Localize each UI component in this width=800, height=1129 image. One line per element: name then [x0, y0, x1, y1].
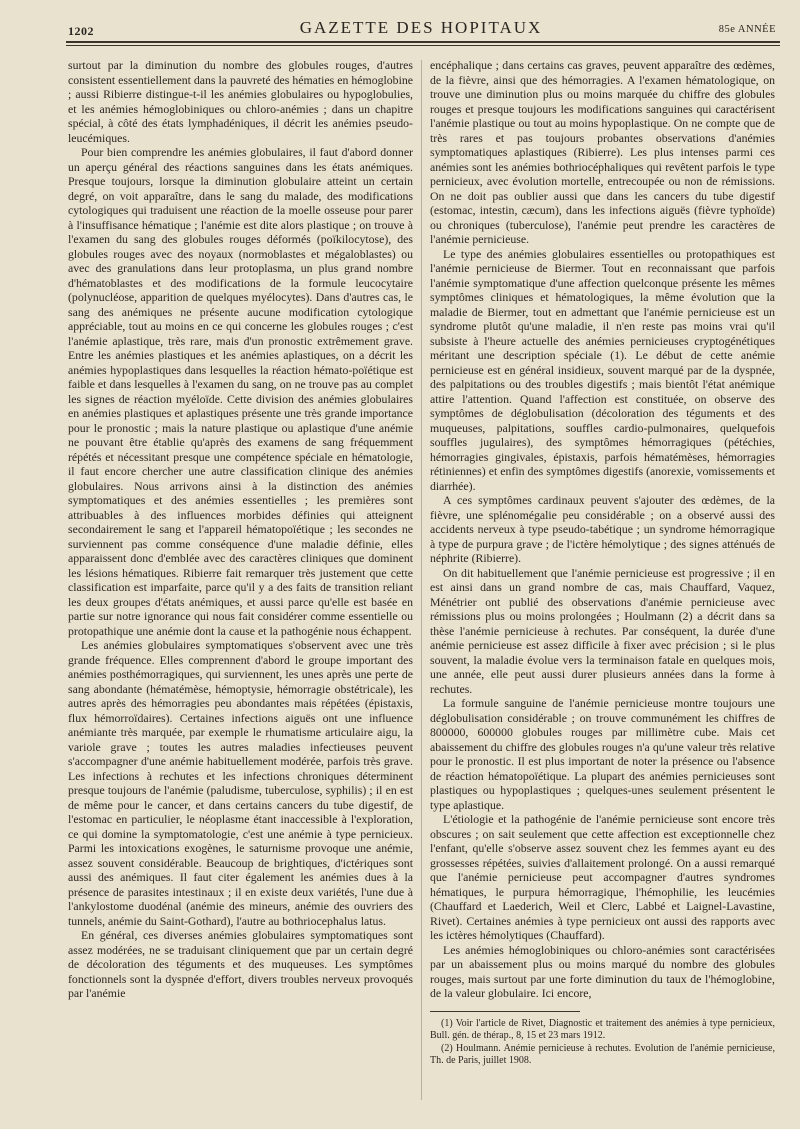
right-column: [430, 58, 775, 1118]
year-label: 85e ANNÉE: [718, 24, 776, 35]
paragraph: Les anémies globulaires symptomatiques s'observent avec une très grande fréquence. Elles comprennent d'abord le groupe important des anémies posthémorragiques, qui surviennent, les unes après une perte de sang abondante (hématémèse, hémoptysie, hémorragie obstétricale), les autres après des hémorragies peu abondantes mais répétées (épistaxis, flux hémorroïdaires). Certaines infections aiguës ont une influence anémiante très marquée, par exemple le rhumatisme articulaire aigu, la variole grave ; toutes les autres maladies infectieuses peuvent s'accompagner d'une anémie habituellement modérée, parfois très grave. Les infections à rechutes et les infections chroniques déterminent presque toujours de l'anémie (paludisme, tuberculose, syphilis) ; il en est de même pour le cancer, et dans certains cancers du tube digestif, de l'estomac en particulier, le néoplasme étant inaccessible à l'exploration, ce qui domine la symptomatologie, c'est une anémie à type pernicieux. Parmi les intoxications exogènes, le saturnisme provoque une anémie, assez souvent considérable. Beaucoup de brightiques, d'ictériques sont aussi des anémiques. Il faut citer également les anémies dues à la présence de parasites intestinaux ; il en existe deux variétés, l'une due à l'ankylostome duodénal (anémie des mineurs, anémie des ouvriers des tunnels, anémie du Saint-Gothard), l'autre au bothriocephalus latus.: [68, 638, 413, 928]
paragraph: L'étiologie et la pathogénie de l'anémie pernicieuse sont encore très obscures ; on sait seulement que cette affection est exceptionnelle chez l'enfant, qu'elle s'observe assez souvent chez les femmes ayant eu des grossesses répétées, suivies d'allaitement prolongé. On a aussi remarqué que l'anémie pernicieuse peut accompagner d'autres syndromes hématiques, le purpura hémorragique, l'hémophilie, les leucémies (Chauffard et Laederich, Weil et Clerc, Labbé et Laignel-Lavastine, Rivet). Certaines anémies à type pernicieux ont aussi des rapports avec les ictères hémolytiques (Chauffard).: [430, 812, 775, 942]
footnote-rule: [430, 1011, 580, 1012]
column-divider: [421, 60, 422, 1100]
left-column: [68, 58, 413, 1118]
paragraph: La formule sanguine de l'anémie pernicieuse montre toujours une déglobulisation considérable ; on trouve communément les chiffres de 800000, 600000 globules rouges par millimètre cube. Mais cet abaissement du chiffre des globules rouges n'a qu'une valeur très relative pour le pronostic. Il est plus important de noter la présence ou l'absence de réaction hématopoïétique. La plupart des anémies pernicieuses sont plastiques ou hypoplastiques ; quelques-unes seulement présentent le type aplastique.: [430, 696, 775, 812]
paragraph: encéphalique ; dans certains cas graves, peuvent apparaître des œdèmes, de la fièvre, ainsi que des hémorragies. A l'examen hématologique, on trouve une diminution plus ou moins marquée du chiffre des globules rouges et presque toujours les modifications sanguines qui caractérisent l'anémie plastique ou tout au moins hypoplastique. On ne compte que de très rares et pas toujours probantes observations d'anémies symptomatiques aplastiques (Ribierre). Les plus intenses parmi ces anémies sont les anémies bothriocéphaliques qui revêtent parfois le type pernicieux, avec évolution mortelle, entrecoupée ou non de rémissions. On ne doit pas oublier aussi que dans les cancers du tube digestif (estomac, intestin, cæcum), dans les infections aiguës (fièvre typhoïde) ou chroniques (tuberculose), l'anémie peut prendre les caractères de l'anémie pernicieuse.: [430, 58, 775, 246]
paragraph: A ces symptômes cardinaux peuvent s'ajouter des œdèmes, de la fièvre, une splénomégalie peu considérable ; on a observé aussi des accidents nerveux à type pseudo-tabétique ; un syndrome hémorragique à type de purpura grave ; de l'ictère hémolytique ; des signes atténués de néphrite (Ribierre).: [430, 493, 775, 565]
paragraph: Le type des anémies globulaires essentielles ou protopathiques est l'anémie pernicieuse de Biermer. Tout en reconnaissant que parfois l'anémie symptomatique d'une affection quelconque présente les mêmes symptômes cliniques et hématologiques, la même évolution que la maladie de Biermer, tout en admettant que l'anémie pernicieuse est un syndrome plutôt qu'une maladie, il n'en reste pas moins vrai qu'il subsiste à l'heure actuelle des anémies pernicieuses cryptogénétiques méritant une description spéciale (1). Le début de cette anémie pernicieuse est en général insidieux, souvent marqué par de la dyspnée, des palpitations ou des troubles digestifs ; mais bientôt l'état anémique attire l'attention. Quand l'affection est constituée, on observe des symptômes de déglobulisation (décoloration des téguments et des muqueuses, palpitations, souffles cardio-pulmonaires, quelquefois souffles jugulaires), des symptômes hémorragiques (pétéchies, hémorragies gingivales, épistaxis, parfois hématémèses, hémorragies rétiniennes) et enfin des symptômes digestifs (anorexie, vomissements et diarrhée).: [430, 246, 775, 493]
footnote: (2) Houlmann. Anémie pernicieuse à rechutes. Evolution de l'anémie pernicieuse, Th. de Paris, juillet 1908.: [430, 1042, 775, 1066]
paragraph: surtout par la diminution du nombre des globules rouges, d'autres consistent essentiellement dans la pauvreté des hématies en hémoglobine ; aussi Ribierre distingue-t-il les anémies globulaires ou hypoglobulies, et les anémies hémoglobiniques ou chloro-anémies ; dans un chapitre spécial, à côté des états lymphadéniques, il décrit les anémies pseudo-leucémiques.: [68, 58, 413, 145]
paragraph: En général, ces diverses anémies globulaires symptomatiques sont assez modérées, ne se traduisant cliniquement que par un certain degré de décoloration des téguments et des muqueuses. Les symptômes fonctionnels sont la dyspnée d'effort, divers troubles nerveux provoqués par l'anémie: [68, 928, 413, 1000]
paragraph: Pour bien comprendre les anémies globulaires, il faut d'abord donner un aperçu général des réactions sanguines dans les états anémiques. Presque toujours, lorsque la diminution globulaire atteint un certain degré, on voit apparaître, dans le sang du malade, des modifications cytologiques qui traduisent une réaction de la moelle osseuse pour parer à l'insuffisance hématique ; l'anémie est dite alors plastique ; on trouve à l'examen du sang des globules rouges déformés (poïkilocytose), des globules rouges avec des noyaux (normoblastes et mégaloblastes) ou avec des granulations dans leur protoplasma, un plus grand nombre d'hématoblastes et des modifications de la formule leucocytaire (polynucléose, apparition de quelques myélocytes). Dans d'autres cas, le sang des anémiques ne présente aucune modification cytologique appréciable, tout au moins en ce qui concerne les globules rouges ; c'est l'anémie aplastique, très rare, mais d'un pronostic extrêmement grave. Entre les anémies plastiques et les anémies aplastiques, on a décrit les anémies hypoplastiques dans lesquelles la réaction hémato-poïétique est faible et dans lesquelles à l'examen du sang, on ne trouve pas au complet les signes de réaction myéloïde. Cette division des anémies globulaires en anémies plastiques et aplastiques présente une très grande importance pour le pronostic ; mais la nature plastique ou aplastique d'une anémie ne pouvant être établie qu'après des examens de sang fréquemment répétés et nécessitant presque une compétence spéciale en hématologie, il faut encore chercher une autre classification clinique des anémies globulaires. Nous arrivons ainsi à la distinction des anémies symptomatiques et des anémies essentielles ; les premières sont attribuables à des influences morbides définies qui atteignent secondairement le sang et l'appareil hématopoïétique ; les secondes ne surviennent pas comme conséquence d'une maladie définie, elles apparaissent donc d'emblée avec des caractères cliniques que dominent les lésions hématiques. Ribierre fait remarquer très justement que cette classification est imparfaite, parce qu'il y a des faits de transition reliant les deux groupes d'états anémiques, et aussi parce qu'elle est basée en partie sur notre ignorance qui nous fait considérer comme essentielle ou protopathique une anémie dont la cause et la pathogénie nous échappent.: [68, 145, 413, 638]
page-number: 1202: [68, 24, 94, 38]
footnote: (1) Voir l'article de Rivet, Diagnostic et traitement des anémies à type pernicieux, Bull. gén. de thérap., 8, 15 et 23 mars 1912.: [430, 1017, 775, 1041]
paragraph: Les anémies hémoglobiniques ou chloro-anémies sont caractérisées par un abaissement plus ou moins marqué du nombre des globules rouges, mais surtout par une forte diminution du taux de l'hémoglobine, de la valeur globulaire. Ici encore,: [430, 942, 775, 1000]
page-header: [62, 10, 780, 36]
journal-title: GAZETTE DES HOPITAUX: [299, 18, 543, 37]
header-rule-thin: [66, 45, 780, 46]
paragraph: On dit habituellement que l'anémie pernicieuse est progressive ; il en est ainsi dans un grand nombre de cas, mais Chauffard, Vaquez, Ménétrier ont publié des observations d'anémie pernicieuse avec rémissions plus ou moins prolongées ; Houlmann (2) a décrit dans sa thèse l'anémie pernicieuse à rechutes. Par conséquent, la durée d'une anémie pernicieuse est assez difficile à fixer avec précision ; si le plus souvent, la maladie évolue vers la terminaison fatale en quelques mois, une année, elle peut aussi durer plusieurs années dans la forme à rechutes.: [430, 565, 775, 696]
header-rule-thick: [66, 41, 780, 43]
